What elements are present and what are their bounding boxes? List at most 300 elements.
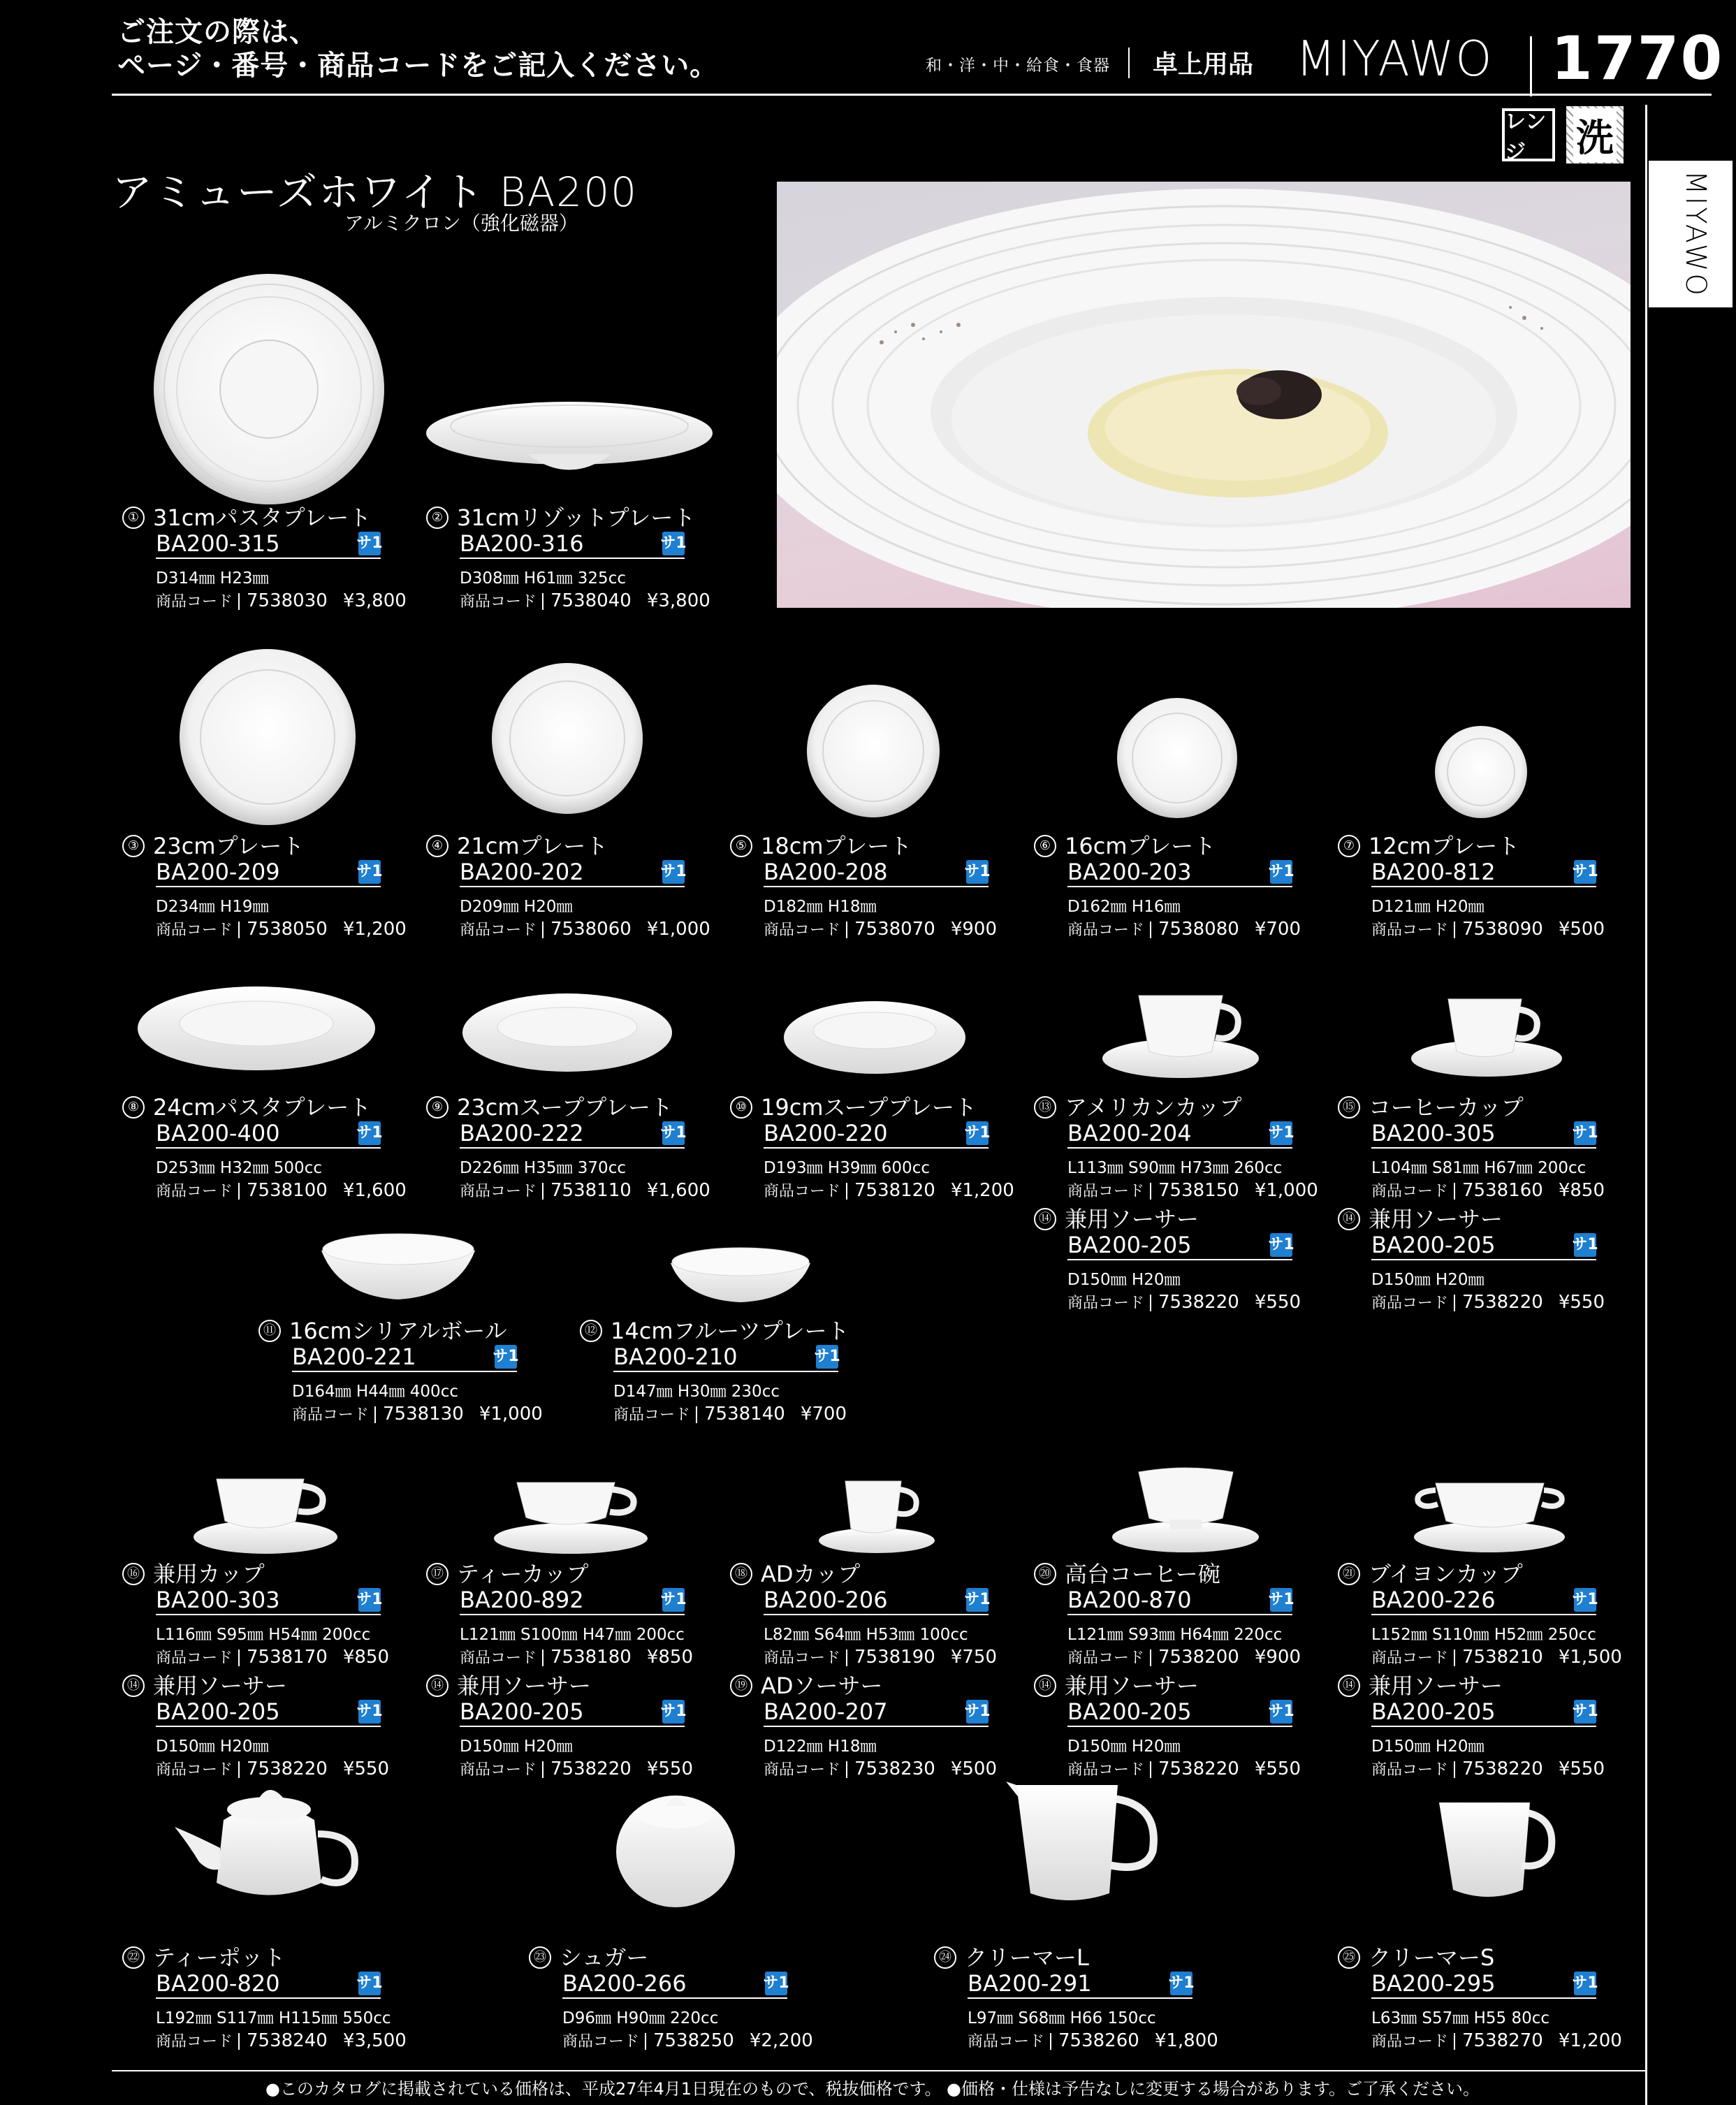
product-model-row — [1067, 1587, 1292, 1615]
code-separator — [1150, 1649, 1151, 1666]
product-name: 16cmプレート — [1065, 833, 1216, 859]
sai-icon: サ1 — [966, 1700, 989, 1724]
code-separator — [542, 922, 544, 938]
product-dimensions: D209㎜ H20㎜ — [460, 898, 573, 916]
product-title-row — [426, 1673, 685, 1699]
fruit-plate-image — [667, 1244, 814, 1306]
section-title: 卓上用品 — [1153, 50, 1254, 79]
product-model: BA200-870 — [1067, 1587, 1192, 1613]
bouillon-cup-image — [1411, 1471, 1568, 1554]
product-dimensions: D96㎜ H90㎜ 220cc — [562, 2009, 719, 2027]
product-model: BA200-266 — [562, 1970, 687, 1997]
code-separator — [645, 2033, 646, 2050]
product-code: 7538080 — [1158, 919, 1239, 940]
sai-icon: サ1 — [662, 1121, 685, 1145]
product-code-row — [764, 1646, 997, 1670]
product-price: ¥900 — [1254, 1647, 1301, 1668]
product-model: BA200-202 — [460, 859, 584, 885]
product-code: 7538110 — [550, 1180, 632, 1201]
sai-icon: サ1 — [358, 1588, 381, 1612]
product-number: ⑭ — [426, 1675, 448, 1697]
product-dimensions: L113㎜ S90㎜ H73㎜ 260cc — [1067, 1159, 1283, 1177]
product-item — [730, 1094, 1014, 1203]
product-code-row — [156, 2030, 407, 2053]
product-number: ⑫ — [580, 1320, 602, 1342]
product-code-row — [460, 1758, 693, 1782]
product-code-row — [156, 1646, 389, 1670]
soup-plate-19-image — [782, 999, 968, 1083]
product-title-row — [730, 833, 989, 859]
product-code-label: 商品コード — [562, 2033, 640, 2051]
risotto-plate-31-image — [423, 398, 716, 489]
product-code: 7538160 — [1462, 1180, 1543, 1201]
product-price: ¥700 — [800, 1404, 847, 1425]
sai-icon: サ1 — [1270, 1700, 1292, 1724]
product-model-row — [562, 1971, 787, 1999]
product-code-row — [460, 590, 710, 613]
product-model: BA200-226 — [1371, 1587, 1496, 1613]
product-title-row — [934, 1944, 1192, 1971]
code-separator — [1150, 922, 1151, 938]
product-model-row — [460, 1587, 685, 1615]
product-item — [934, 1944, 1218, 2053]
sai-icon: サ1 — [358, 1972, 381, 1995]
plate-23-image — [176, 646, 359, 829]
product-code: 7538270 — [1462, 2030, 1543, 2051]
sai-icon: サ1 — [966, 1588, 989, 1612]
product-model: BA200-220 — [764, 1120, 888, 1146]
product-price: ¥3,800 — [646, 590, 710, 611]
product-code-row — [968, 2030, 1218, 2053]
code-separator — [1454, 2033, 1455, 2050]
code-separator — [542, 593, 544, 610]
code-separator — [846, 922, 847, 938]
code-separator — [542, 1183, 544, 1200]
product-code: 7538220 — [1158, 1292, 1239, 1313]
product-price: ¥700 — [1254, 919, 1301, 940]
product-item — [122, 1673, 389, 1782]
product-dimensions: D234㎜ H19㎜ — [156, 898, 269, 916]
product-name: 31cmパスタプレート — [153, 504, 372, 531]
sai-icon: サ1 — [1270, 1121, 1292, 1145]
product-title-row — [1034, 1094, 1292, 1121]
product-model-row — [764, 1699, 989, 1727]
product-number: ⑬ — [1034, 1096, 1056, 1119]
product-title-row — [730, 1561, 989, 1587]
product-code-label: 商品コード — [460, 1649, 537, 1667]
product-code-row — [764, 1179, 1014, 1203]
sai-icon: サ1 — [816, 1345, 838, 1369]
product-model-row — [460, 531, 685, 559]
product-code-label: 商品コード — [460, 1183, 537, 1200]
product-item — [122, 833, 407, 942]
product-price: ¥750 — [950, 1647, 997, 1668]
product-model-row — [968, 1970, 1195, 1999]
pasta-plate-24-image — [136, 985, 377, 1076]
product-number: ⑰ — [426, 1563, 448, 1585]
hero-photo — [777, 182, 1631, 608]
code-separator — [1454, 1183, 1455, 1200]
product-code: 7538090 — [1462, 919, 1543, 940]
product-title-row — [426, 1561, 685, 1587]
product-title-row — [1338, 1094, 1596, 1121]
product-dimensions: L116㎜ S95㎜ H54㎜ 200cc — [156, 1626, 371, 1644]
product-code: 7538230 — [854, 1758, 935, 1779]
sai-icon: サ1 — [966, 1121, 989, 1145]
multi-cup-image — [192, 1471, 339, 1554]
product-code-label: 商品コード — [764, 922, 841, 939]
sai-icon: サ1 — [662, 1588, 685, 1612]
product-code-row — [1371, 1179, 1605, 1203]
product-title-row — [426, 1094, 685, 1121]
code-separator — [238, 922, 240, 938]
product-code-label: 商品コード — [1067, 922, 1145, 939]
product-model-row — [1371, 1121, 1596, 1149]
code-separator — [846, 1183, 847, 1200]
code-separator — [374, 1406, 376, 1423]
product-model-row — [1067, 1121, 1292, 1149]
sai-icon: サ1 — [662, 860, 685, 884]
product-code: 7538250 — [653, 2030, 734, 2051]
series-material: アルミクロン（強化磁器） — [344, 212, 578, 235]
sai-icon: サ1 — [765, 1972, 787, 1995]
product-code-row — [1371, 1291, 1605, 1315]
product-dimensions: L97㎜ S68㎜ H66 150cc — [968, 2009, 1156, 2027]
product-item — [122, 1944, 407, 2053]
code-separator — [1454, 1649, 1455, 1666]
product-dimensions: D150㎜ H20㎜ — [1067, 1271, 1181, 1289]
product-price: ¥1,800 — [1154, 2030, 1218, 2051]
code-separator — [1150, 1761, 1151, 1778]
product-model: BA200-820 — [156, 1970, 280, 1997]
product-code: 7538120 — [854, 1180, 935, 1201]
product-number: ⑭ — [1338, 1208, 1360, 1230]
product-code-label: 商品コード — [1371, 2033, 1449, 2051]
product-title-row — [1338, 1206, 1596, 1232]
coffee-cup-image — [1410, 989, 1563, 1079]
product-name: 兼用ソーサー — [1065, 1206, 1199, 1232]
product-model: BA200-295 — [1371, 1970, 1496, 1997]
product-dimensions: L152㎜ S110㎜ H52㎜ 250cc — [1371, 1626, 1596, 1644]
product-code-row — [1067, 1291, 1301, 1315]
product-name: ティーポット — [153, 1944, 286, 1971]
product-dimensions: D164㎜ H44㎜ 400cc — [292, 1383, 458, 1401]
product-price: ¥900 — [950, 919, 997, 940]
code-separator — [238, 2033, 240, 2050]
product-price: ¥850 — [646, 1647, 693, 1668]
product-item — [122, 1561, 389, 1670]
product-name: 14cmフルーツプレート — [611, 1318, 849, 1344]
product-price: ¥850 — [1558, 1180, 1605, 1201]
product-price: ¥1,200 — [1558, 2030, 1622, 2051]
product-item — [1034, 1206, 1301, 1315]
product-name: 31cmリゾットプレート — [457, 504, 696, 531]
product-title-row — [122, 833, 381, 859]
product-model-row — [1067, 859, 1292, 887]
product-number: ② — [426, 507, 448, 529]
product-name: 23cmスーププレート — [457, 1094, 673, 1121]
product-item — [730, 1673, 997, 1782]
product-code-label: 商品コード — [156, 1761, 233, 1779]
product-code-row — [764, 918, 997, 942]
product-code-label: 商品コード — [156, 593, 233, 611]
product-code-row — [1067, 1758, 1301, 1782]
sai-icon: サ1 — [358, 532, 381, 555]
product-number: ⑪ — [258, 1320, 281, 1342]
product-code-label: 商品コード — [1067, 1183, 1145, 1200]
product-price: ¥550 — [1254, 1758, 1301, 1779]
product-code-row — [1371, 1758, 1605, 1782]
product-title-row — [258, 1318, 517, 1344]
product-model-row — [156, 1587, 381, 1615]
product-number: ⑱ — [730, 1563, 752, 1585]
product-price: ¥1,200 — [950, 1180, 1014, 1201]
sai-icon: サ1 — [1574, 860, 1596, 884]
product-model-row — [156, 859, 381, 887]
product-name: 18cmプレート — [761, 833, 912, 859]
product-code: 7538050 — [247, 919, 328, 940]
product-code-row — [156, 918, 407, 942]
product-code-row — [292, 1403, 543, 1427]
product-model: BA200-204 — [1067, 1120, 1192, 1146]
product-dimensions: L63㎜ S57㎜ H55 80cc — [1371, 2009, 1549, 2027]
product-number: ⑮ — [1338, 1096, 1360, 1119]
product-code: 7538220 — [1462, 1292, 1543, 1313]
product-number: ㉕ — [1338, 1946, 1360, 1969]
product-dimensions: L104㎜ S81㎜ H67㎜ 200cc — [1371, 1159, 1587, 1177]
product-dimensions: D150㎜ H20㎜ — [1067, 1738, 1181, 1756]
product-number: ⑲ — [730, 1675, 752, 1697]
sugar-bowl-image — [611, 1782, 741, 1911]
product-number: ⑤ — [730, 835, 752, 857]
product-name: 24cmパスタプレート — [153, 1094, 372, 1121]
product-model: BA200-203 — [1067, 859, 1192, 885]
product-model-row — [1371, 1971, 1596, 1999]
code-separator — [238, 1649, 240, 1666]
product-title-row — [1034, 1561, 1292, 1587]
product-name: ティーカップ — [457, 1561, 589, 1587]
code-separator — [238, 593, 240, 610]
page-number: 1770 — [1551, 24, 1724, 94]
product-item — [1338, 1206, 1605, 1315]
product-dimensions: L121㎜ S93㎜ H64㎜ 220cc — [1067, 1626, 1283, 1644]
product-model: BA200-209 — [156, 859, 280, 885]
product-code: 7538040 — [550, 590, 632, 611]
product-number: ⑭ — [1034, 1675, 1056, 1697]
product-name: 兼用ソーサー — [153, 1673, 288, 1699]
order-note — [117, 15, 718, 82]
product-item — [426, 1561, 693, 1670]
product-dimensions: D147㎜ H30㎜ 230cc — [613, 1383, 780, 1401]
product-code: 7538130 — [383, 1404, 464, 1425]
product-item — [730, 1561, 997, 1670]
product-model: BA200-892 — [460, 1587, 584, 1613]
product-name: 兼用ソーサー — [457, 1673, 592, 1699]
product-code-row — [460, 918, 710, 942]
product-code: 7538200 — [1158, 1647, 1239, 1668]
product-title-row — [122, 504, 381, 531]
product-number: ③ — [122, 835, 145, 857]
product-model-row — [613, 1344, 838, 1372]
product-number: ⑯ — [122, 1563, 145, 1585]
product-code-label: 商品コード — [764, 1183, 841, 1200]
product-item — [1034, 1561, 1301, 1670]
product-title-row — [1338, 1944, 1596, 1971]
footer-rule — [112, 2070, 1645, 2071]
product-code: 7538170 — [247, 1647, 328, 1668]
product-name: コーヒーカップ — [1369, 1094, 1524, 1121]
product-code: 7538220 — [247, 1758, 328, 1779]
plate-16-image — [1114, 695, 1240, 821]
sai-icon: サ1 — [662, 1700, 685, 1724]
product-number: ④ — [426, 835, 448, 857]
product-code: 7538070 — [854, 919, 935, 940]
product-code-label: 商品コード — [764, 1761, 841, 1779]
product-name: 21cmプレート — [457, 833, 608, 859]
code-separator — [1150, 1295, 1151, 1311]
sai-icon: サ1 — [1574, 1972, 1596, 1995]
product-number: ⑦ — [1338, 835, 1360, 857]
product-code: 7538240 — [247, 2030, 328, 2051]
product-number: ⑭ — [1338, 1675, 1360, 1697]
product-model-row — [460, 1699, 685, 1727]
product-code: 7538180 — [550, 1647, 632, 1668]
product-code-row — [764, 1758, 997, 1782]
product-price: ¥3,500 — [342, 2030, 407, 2051]
product-number: ㉓ — [529, 1946, 551, 1969]
product-dimensions: D253㎜ H32㎜ 500cc — [156, 1159, 322, 1177]
product-item — [1338, 833, 1605, 942]
product-name: アメリカンカップ — [1065, 1094, 1242, 1121]
product-dimensions: D150㎜ H20㎜ — [156, 1738, 269, 1756]
product-name: 兼用カップ — [153, 1561, 265, 1587]
product-price: ¥1,000 — [1254, 1180, 1318, 1201]
product-number: ㉒ — [122, 1946, 145, 1969]
code-separator — [542, 1761, 544, 1778]
product-name: ADソーサー — [761, 1673, 883, 1699]
product-item — [1034, 1094, 1318, 1203]
code-separator — [696, 1406, 697, 1423]
product-model: BA200-206 — [764, 1587, 888, 1613]
product-price: ¥500 — [1558, 919, 1605, 940]
product-title-row — [122, 1094, 381, 1121]
product-model: BA200-222 — [460, 1120, 584, 1146]
product-item — [122, 1094, 407, 1203]
product-code-row — [460, 1646, 693, 1670]
product-model: BA200-207 — [764, 1698, 888, 1725]
product-code-label: 商品コード — [156, 922, 233, 939]
product-price: ¥850 — [342, 1647, 389, 1668]
product-model: BA200-291 — [968, 1970, 1092, 1997]
product-code-row — [156, 1758, 389, 1782]
product-price: ¥1,000 — [479, 1404, 543, 1425]
product-title-row — [1034, 1206, 1292, 1232]
sai-icon: サ1 — [662, 532, 685, 555]
product-dimensions: L121㎜ S100㎜ H47㎜ 200cc — [460, 1626, 685, 1644]
sai-icon: サ1 — [358, 1121, 381, 1145]
product-code-label: 商品コード — [292, 1406, 370, 1424]
product-model: BA200-210 — [613, 1343, 738, 1370]
code-separator — [846, 1649, 847, 1666]
sai-icon: サ1 — [1170, 1972, 1192, 1995]
product-price: ¥2,200 — [749, 2030, 813, 2051]
product-name: 19cmスーププレート — [761, 1094, 977, 1121]
plate-12-image — [1432, 723, 1530, 821]
product-name: 兼用ソーサー — [1065, 1673, 1199, 1699]
product-dimensions: D162㎜ H16㎜ — [1067, 898, 1181, 916]
product-model-row — [460, 859, 685, 887]
product-model-row — [156, 531, 381, 559]
product-name: クリーマーS — [1369, 1944, 1495, 1971]
order-note-line2: ページ・番号・商品コードをご記入ください。 — [117, 50, 719, 82]
product-code: 7538150 — [1158, 1180, 1239, 1201]
product-item — [1338, 1944, 1622, 2053]
product-title-row — [122, 1561, 381, 1587]
product-code: 7538260 — [1058, 2030, 1139, 2051]
product-code: 7538210 — [1462, 1647, 1543, 1668]
product-price: ¥550 — [342, 1758, 389, 1779]
product-dimensions: D182㎜ H18㎜ — [764, 898, 877, 916]
product-model-row — [156, 1971, 381, 1999]
product-model: BA200-205 — [460, 1698, 584, 1725]
product-dimensions: D308㎜ H61㎜ 325cc — [460, 569, 626, 588]
product-price: ¥3,800 — [342, 590, 407, 611]
product-model-row — [764, 1587, 989, 1615]
product-price: ¥1,200 — [342, 919, 407, 940]
product-dimensions: D314㎜ H23㎜ — [156, 569, 269, 588]
product-number: ⑨ — [426, 1096, 448, 1119]
product-model-row — [1067, 1699, 1292, 1727]
product-model-row — [1371, 1587, 1596, 1615]
product-dimensions: D150㎜ H20㎜ — [1371, 1271, 1485, 1289]
product-code-row — [1067, 1179, 1318, 1203]
side-brand-logo: MIYAWO — [1679, 170, 1712, 298]
product-code: 7538100 — [247, 1180, 328, 1201]
product-dimensions: D226㎜ H35㎜ 370cc — [460, 1159, 626, 1177]
product-model: BA200-205 — [1371, 1232, 1496, 1258]
product-code-label: 商品コード — [460, 922, 537, 939]
product-model-row — [764, 1121, 989, 1149]
american-cup-image — [1100, 982, 1261, 1079]
dishwasher-icon — [1566, 106, 1624, 163]
product-number: ⑩ — [730, 1096, 752, 1119]
product-name: 兼用ソーサー — [1369, 1206, 1503, 1232]
plate-21-image — [489, 660, 646, 817]
product-name: ブイヨンカップ — [1369, 1561, 1523, 1587]
product-model: BA200-812 — [1371, 859, 1496, 885]
product-model: BA200-316 — [460, 530, 584, 557]
header-rule — [112, 94, 1712, 96]
product-item — [1338, 1094, 1605, 1203]
product-price: ¥550 — [1558, 1758, 1605, 1779]
product-code-label: 商品コード — [460, 1761, 537, 1779]
product-name: ADカップ — [761, 1561, 861, 1587]
product-code-row — [460, 1179, 710, 1203]
product-code-label: 商品コード — [1371, 1183, 1449, 1200]
sai-icon: サ1 — [1270, 860, 1292, 884]
product-code-row — [1371, 918, 1605, 942]
code-separator — [1454, 922, 1455, 938]
product-model: BA200-221 — [292, 1343, 416, 1370]
product-code-row — [1371, 2030, 1622, 2053]
product-name: 16cmシリアルボール — [289, 1318, 507, 1344]
sai-icon: サ1 — [1574, 1588, 1596, 1612]
product-model: BA200-205 — [1067, 1698, 1192, 1725]
product-item — [258, 1318, 543, 1427]
code-separator — [1050, 2033, 1051, 2050]
product-code-label: 商品コード — [764, 1649, 841, 1667]
product-code: 7538220 — [1158, 1758, 1239, 1779]
